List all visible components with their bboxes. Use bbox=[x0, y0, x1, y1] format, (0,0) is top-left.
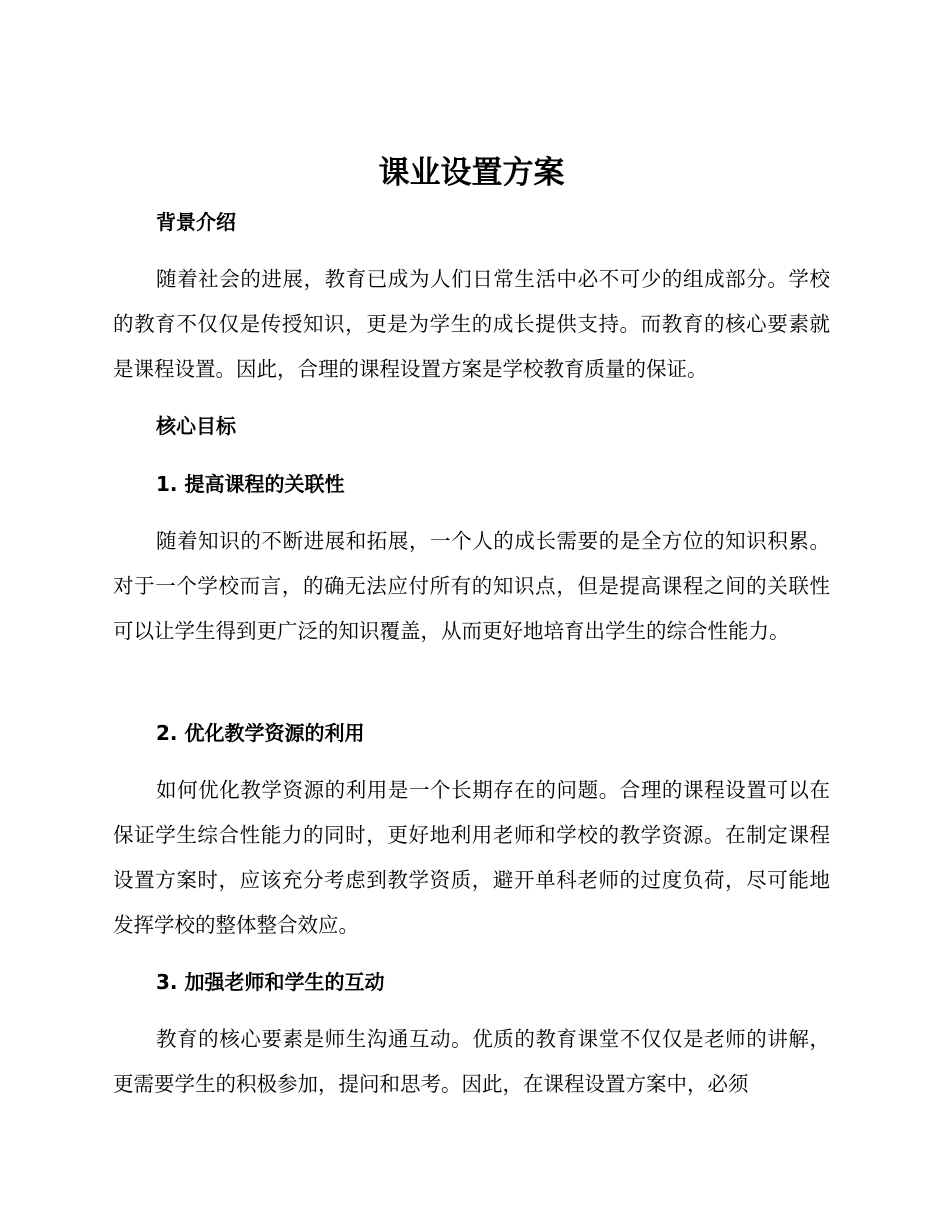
section-heading-goal-3: 3. 加强老师和学生的互动 bbox=[156, 970, 385, 994]
section-heading-goal-1: 1. 提高课程的关联性 bbox=[156, 472, 345, 496]
section-heading-core-goals: 核心目标 bbox=[156, 414, 236, 438]
section-paragraph-goal-2: 如何优化教学资源的利用是一个长期存在的问题。合理的课程设置可以在保证学生综合性能力的同时，更好地利用老师和学校的教学资源。在制定课程设置方案时，应该充分考虑到教学资质，避开单科老师的过度负荷，尽可能地发挥学校的整体整合效应。 bbox=[113, 778, 830, 937]
section-heading-goal-2: 2. 优化教学资源的利用 bbox=[156, 721, 365, 745]
section-heading-background: 背景介绍 bbox=[156, 210, 236, 234]
document-title: 课业设置方案 bbox=[378, 155, 565, 191]
section-paragraph-goal-3: 教育的核心要素是师生沟通互动。优质的教育课堂不仅仅是老师的讲解，更需要学生的积极参加，提问和思考。因此，在课程设置方案中，必须 bbox=[113, 1027, 830, 1096]
section-paragraph-goal-1: 随着知识的不断进展和拓展，一个人的成长需要的是全方位的知识积累。对于一个学校而言，的确无法应付所有的知识点，但是提高课程之间的关联性可以让学生得到更广泛的知识覆盖，从而更好地培育出学生的综合性能力。 bbox=[113, 529, 830, 643]
section-paragraph-background: 随着社会的进展，教育已成为人们日常生活中必不可少的组成部分。学校的教育不仅仅是传授知识，更是为学生的成长提供支持。而教育的核心要素就是课程设置。因此，合理的课程设置方案是学校教育质量的保证。 bbox=[113, 267, 830, 381]
